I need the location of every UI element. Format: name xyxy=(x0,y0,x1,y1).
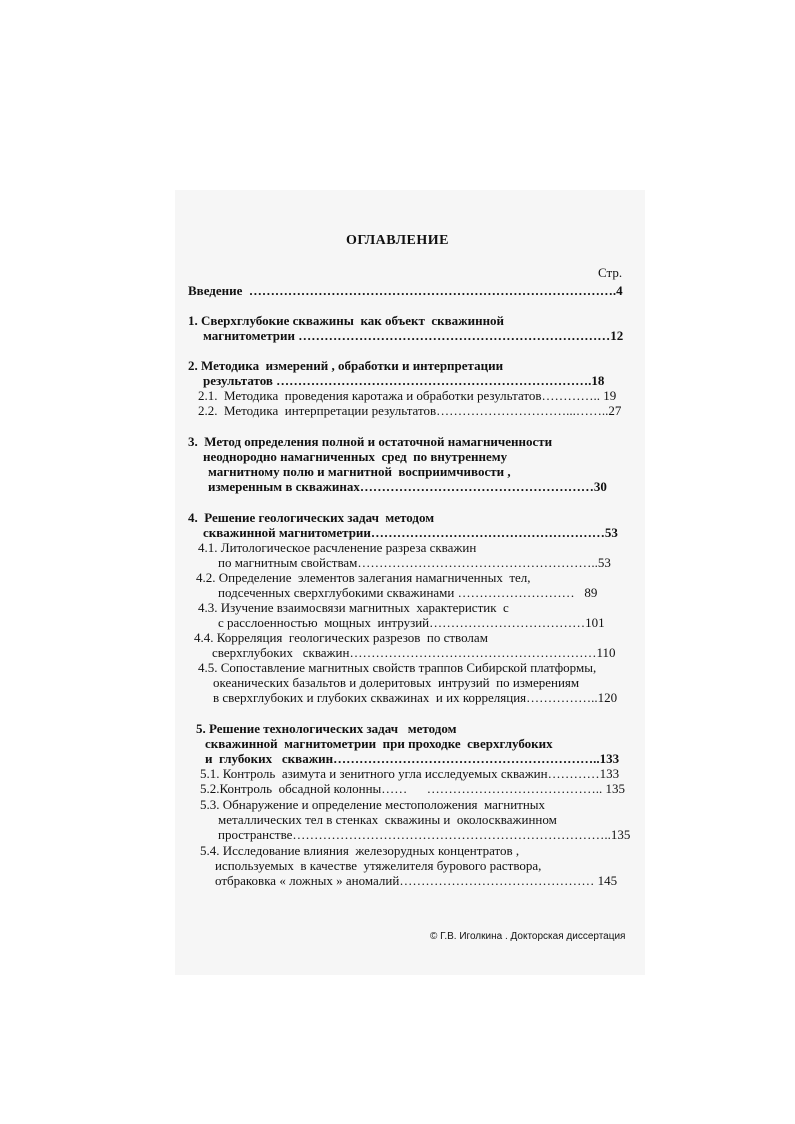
toc-chapter-3-title: 3. Метод определения полной и остаточной намагниченности xyxy=(188,434,553,449)
toc-chapter-4-title: 4. Решение геологических задач методом xyxy=(188,510,435,525)
toc-section-4-3: 4.3. Изучение взаимосвязи магнитных характеристик с xyxy=(198,600,509,615)
toc-section-5-1: 5.1. Контроль азимута и зенитного угла исследуемых скважин…………133 xyxy=(200,766,620,781)
toc-chapter-3-title-cont-3: измеренным в скважинах………………………………………………30 xyxy=(208,479,607,494)
toc-section-2-2: 2.2. Методика интерпретации результатов…………………………...……..27 xyxy=(198,403,622,418)
toc-chapter-5-title: 5. Решение технологических задач методом xyxy=(196,721,457,736)
toc-chapter-3-title-cont-1: неоднородно намагниченных сред по внутреннему xyxy=(203,449,508,464)
toc-section-4-5-cont-1: океанических базальтов и долеритовых интрузий по измерениям xyxy=(213,675,580,690)
toc-section-5-3-cont-2: пространстве………………………………………………………………..135 xyxy=(218,827,631,842)
toc-section-5-4-cont-1: используемых в качестве утяжелителя бурового раствора, xyxy=(215,858,542,873)
toc-section-2-1: 2.1. Методика проведения каротажа и обработки результатов………….. 19 xyxy=(198,388,617,403)
toc-section-5-4: 5.4. Исследование влияния железорудных концентратов , xyxy=(200,843,520,858)
toc-section-4-1-cont: по магнитным свойствам………………………………………………..53 xyxy=(218,555,611,570)
toc-section-4-5-cont-2: в сверхглубоких и глубоких скважинах и их корреляция……………..120 xyxy=(213,690,618,705)
toc-chapter-5-title-cont-1: скважинной магнитометрии при проходке сверхглубоких xyxy=(205,736,553,751)
toc-section-4-1: 4.1. Литологическое расчленение разреза скважин xyxy=(198,540,477,555)
toc-entry-introduction: Введение ………………………………………………………………………….4 xyxy=(188,283,623,298)
toc-chapter-4-title-cont: скважинной магнитометрии………………………………………………53 xyxy=(203,525,618,540)
toc-section-4-3-cont: с расслоенностью мощных интрузий………………………………101 xyxy=(218,615,605,630)
toc-chapter-1-title: 1. Сверхглубокие скважины как объект скважинной xyxy=(188,313,505,328)
toc-section-5-2: 5.2.Контроль обсадной колонны…… ………………………………….. 135 xyxy=(200,781,626,796)
toc-chapter-2-title: 2. Методика измерений , обработки и интерпретации xyxy=(188,358,504,373)
page-title: ОГЛАВЛЕНИЕ xyxy=(346,233,449,248)
toc-section-4-4-cont: сверхглубоких скважин…………………………………………………110 xyxy=(212,645,616,660)
page-column-label: Стр. xyxy=(598,265,623,280)
toc-chapter-5-title-cont-2: и глубоких скважин……………………………………………………..133 xyxy=(205,751,620,766)
toc-chapter-2-title-cont: результатов ……………………………………………………………….18 xyxy=(203,373,605,388)
toc-section-5-4-cont-2: отбраковка « ложных » аномалий……………………………………… 145 xyxy=(215,873,618,888)
toc-section-5-3: 5.3. Обнаружение и определение местоположения магнитных xyxy=(200,797,546,812)
toc-section-4-5: 4.5. Сопоставление магнитных свойств траппов Сибирской платформы, xyxy=(198,660,597,675)
toc-section-4-2-cont: подсеченных сверхглубокими скважинами ……………………… 89 xyxy=(218,585,598,600)
toc-chapter-1-title-cont: магнитометрии ………………………………………………………………12 xyxy=(203,328,624,343)
toc-section-4-2: 4.2. Определение элементов залегания намагниченных тел, xyxy=(196,570,531,585)
copyright-footer: © Г.В. Иголкина . Докторская диссертация xyxy=(430,931,626,942)
toc-section-4-4: 4.4. Корреляция геологических разрезов по стволам xyxy=(194,630,488,645)
toc-section-5-3-cont-1: металлических тел в стенках скважины и околоскважинном xyxy=(218,812,557,827)
toc-chapter-3-title-cont-2: магнитному полю и магнитной восприимчивости , xyxy=(208,464,511,479)
